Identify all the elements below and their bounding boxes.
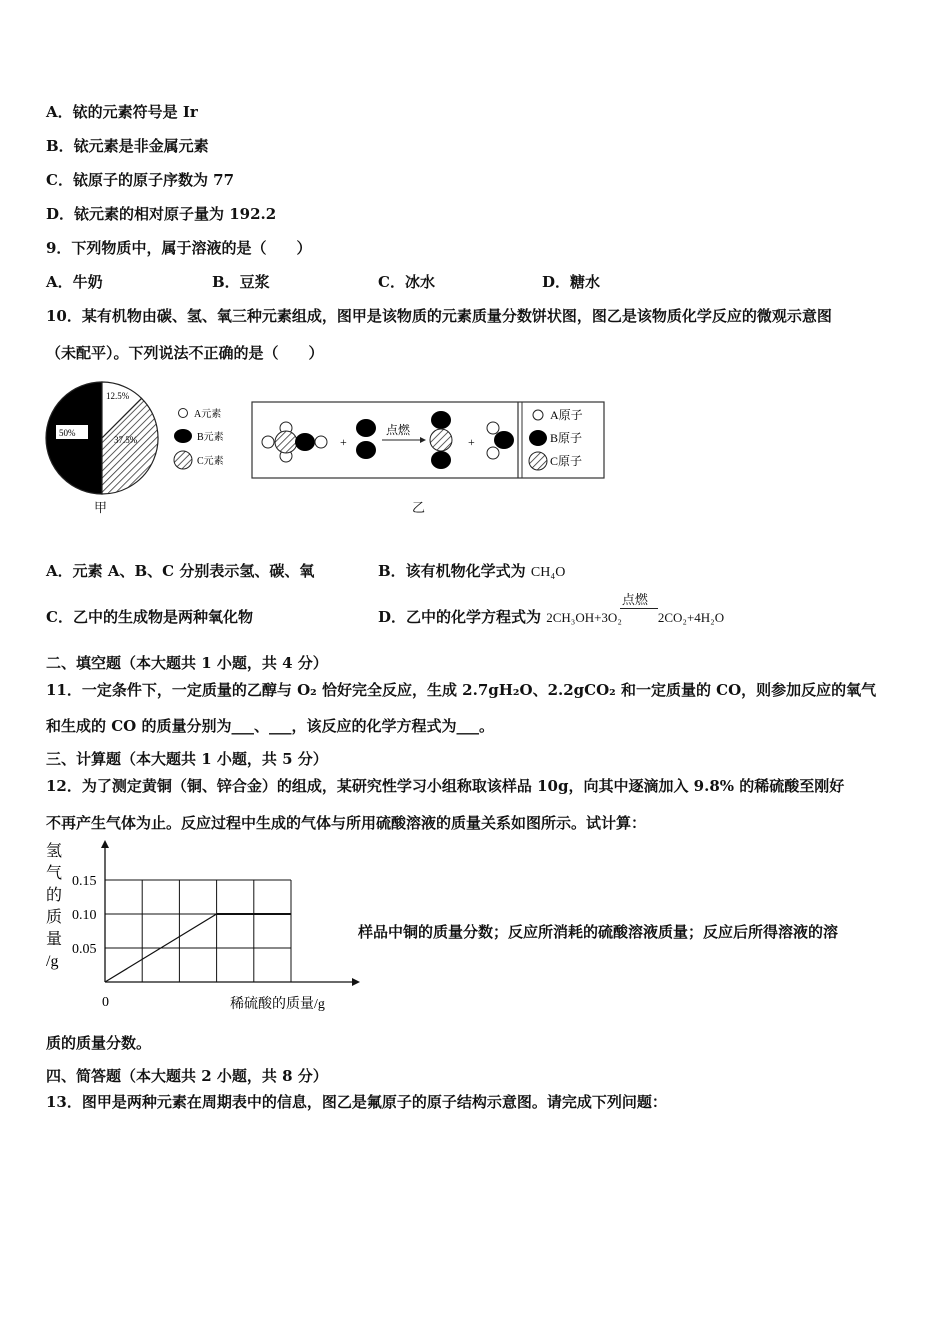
q13-stem: 13．图甲是两种元素在周期表中的信息，图乙是氟原子的原子结构示意图。请完成下列问题：: [46, 1093, 667, 1111]
co2-molecule: [430, 411, 452, 469]
atom-b-icon: [529, 430, 547, 446]
pie-caption: 甲: [94, 500, 108, 515]
q10-option-b: B．该有机物化学式为 CH₄O: [378, 562, 566, 580]
q9-option-a: A．牛奶: [46, 273, 103, 291]
pie-label-c: 37.5%: [114, 435, 138, 445]
pie-figure: [44, 380, 244, 520]
reaction-caption: 乙: [412, 500, 426, 515]
q10-option-a: A．元素 A、B、C 分别表示氢、碳、氧: [46, 562, 315, 580]
atom-a-label: A原子: [550, 408, 583, 422]
legend-a-icon: [179, 409, 188, 418]
q12-side-text: 样品中铜的质量分数；反应所消耗的硫酸溶液质量；反应后所得溶液的溶: [358, 923, 839, 941]
y-axis-label-char: 气: [46, 865, 63, 882]
y-tick-label: 0.15: [72, 874, 97, 889]
section-3-title: 三、计算题（本大题共 1 小题，共 5 分）: [46, 750, 328, 768]
q9-option-b: B．豆浆: [212, 273, 270, 291]
q8-option-a: A．铱的元素符号是 Ir: [46, 103, 198, 121]
pie-label-a: 12.5%: [106, 391, 130, 401]
plus-1: +: [340, 435, 347, 449]
q12-line2: 不再产生气体为止。反应过程中生成的气体与所用硫酸溶液的质量关系如图所示。试计算：: [46, 814, 647, 832]
q12-line3: 质的质量分数。: [46, 1034, 152, 1052]
plus-2: +: [468, 435, 475, 449]
q9-stem: 9．下列物质中，属于溶液的是（ ）: [46, 239, 312, 257]
y-tick-label: 0.10: [72, 908, 97, 923]
y-axis-label-char: 质: [46, 909, 63, 926]
q10-stem-line2: （未配平）。下列说法不正确的是（ ）: [46, 344, 324, 362]
q10-option-c: C．乙中的生成物是两种氧化物: [46, 608, 253, 626]
legend-c-icon: [174, 451, 192, 469]
hydrogen-chart: [40, 840, 360, 1020]
q8-option-d: D．铱元素的相对原子量为 192.2: [46, 205, 277, 223]
atom-c-icon: [529, 452, 547, 470]
y-axis-label-char: 氢: [46, 843, 63, 860]
atom-a-icon: [533, 410, 543, 420]
legend-b-label: B元素: [197, 432, 224, 443]
atom-c-label: C原子: [550, 454, 583, 468]
y-axis-label-char: /g: [46, 953, 59, 970]
pie-label-b: 50%: [59, 428, 76, 438]
legend-b-icon: [174, 429, 192, 443]
q11-line1: 11．一定条件下，一定质量的乙醇与 O₂ 恰好完全反应，生成 2.7gH₂O、2.2gCO₂ 和一定质量的 CO，则参加反应的氧气: [46, 681, 877, 699]
reaction-condition: 点燃: [386, 423, 411, 437]
q8-option-c: C．铱原子的原子序数为 77: [46, 171, 235, 189]
legend-c-label: C元素: [197, 456, 224, 467]
section-2-title: 二、填空题（本大题共 1 小题，共 4 分）: [46, 654, 328, 672]
y-tick-label: 0.05: [72, 942, 97, 957]
q9-option-c: C．冰水: [378, 273, 435, 291]
q10-stem-line1: 10．某有机物由碳、氢、氧三种元素组成，图甲是该物质的元素质量分数饼状图，图乙是该物质化学反应的微观示意图: [46, 307, 832, 325]
q8-option-b: B．铱元素是非金属元素: [46, 137, 209, 155]
legend-a-label: A元素: [194, 409, 222, 420]
q11-line2: 和生成的 CO 的质量分别为___、___，该反应的化学方程式为___。: [46, 717, 494, 735]
q9-option-d: D．糖水: [542, 273, 601, 291]
reaction-figure: [248, 398, 608, 482]
q12-line1: 12．为了测定黄铜（铜、锌合金）的组成，某研究性学习小组称取该样品 10g，向其中逐滴加入 9.8% 的稀硫酸至刚好: [46, 777, 845, 795]
q10-option-d: D．乙中的化学方程式为 2CH₃OH+3O₂ 点燃 2CO₂+4H₂O: [378, 592, 725, 626]
section-4-title: 四、简答题（本大题共 2 小题，共 8 分）: [46, 1067, 328, 1085]
origin-label: 0: [102, 995, 109, 1010]
x-axis-label: 稀硫酸的质量/g: [230, 997, 325, 1012]
y-axis-label-char: 的: [46, 887, 63, 904]
y-axis-label-char: 量: [46, 931, 63, 948]
atom-b-label: B原子: [550, 431, 583, 445]
